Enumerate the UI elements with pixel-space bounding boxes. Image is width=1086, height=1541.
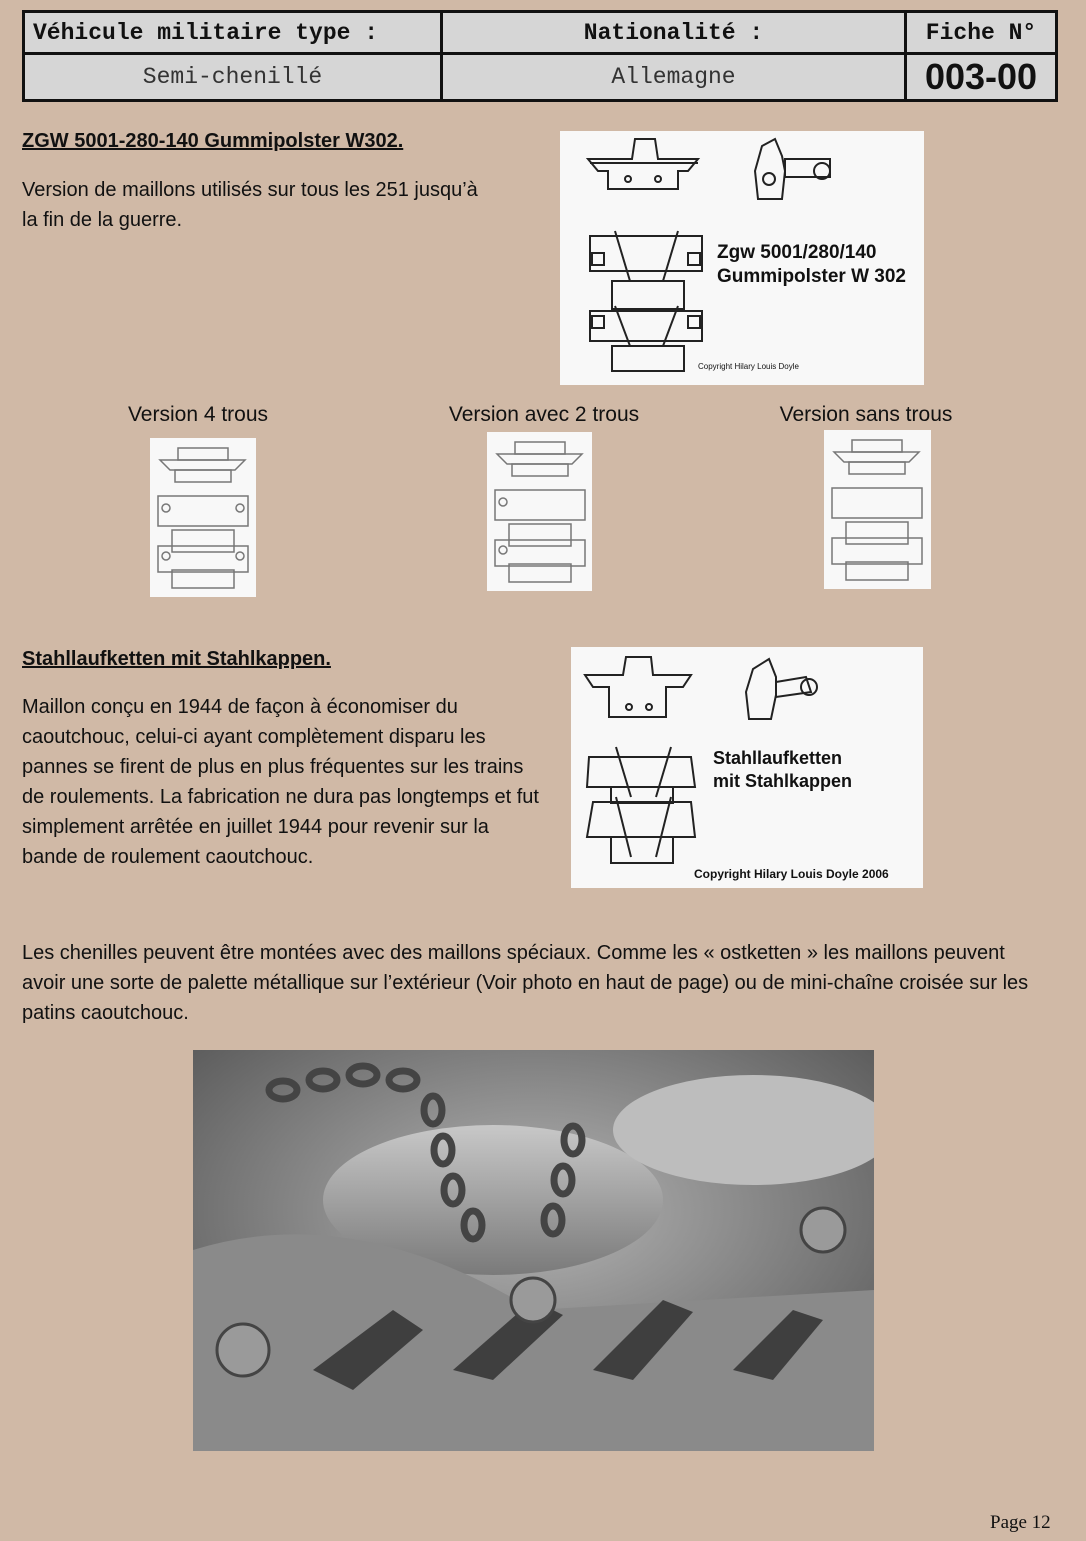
figure1-label-line1: Zgw 5001/280/140 [717, 242, 877, 263]
figure2-copyright: Copyright Hilary Louis Doyle 2006 [694, 867, 889, 881]
version-2-holes-image [487, 432, 592, 591]
gummipolster-figure [560, 131, 924, 385]
section2-heading: Stahllaufketten mit Stahlkappen. [22, 648, 331, 670]
page-number: Page 12 [990, 1512, 1051, 1533]
sheet-label: Fiche N° [904, 13, 1055, 52]
track-photo [193, 1050, 874, 1451]
section2-text: Maillon conçu en 1944 de façon à économiser du caoutchouc, celui-ci ayant complètement disparu les pannes se firent de plus en plus fréquentes sur les trains de roulements. La fabrication ne dura pas longtemps et fut simplement arrêtée en juillet 1944 pour revenir sur la bande de roulement caoutchouc. [22, 696, 539, 868]
nationality-label: Nationalité : [440, 13, 904, 52]
version-4-holes-caption: Version 4 trous [127, 403, 269, 426]
version-no-holes-caption: Version sans trous [779, 403, 953, 426]
version-2-holes-caption: Version avec 2 trous [448, 403, 640, 426]
header-table [22, 10, 1058, 102]
figure1-label-line2: Gummipolster W 302 [717, 266, 906, 287]
stahlkappen-figure [571, 647, 923, 888]
section3-text: Les chenilles peuvent être montées avec des maillons spéciaux. Comme les « ostketten » les maillons peuvent avoir une sorte de palette métallique sur l’extérieur (Voir photo en haut de page) ou de mini-chaîne croisée sur les patins caoutchouc. [22, 942, 1029, 1024]
version-no-holes-image [824, 430, 931, 589]
figure1-copyright: Copyright Hilary Louis Doyle [698, 362, 799, 371]
type-value: Semi-chenillé [25, 52, 440, 99]
section1-heading: ZGW 5001-280-140 Gummipolster W302. [22, 130, 404, 152]
section1-text: Version de maillons utilisés sur tous les 251 jusqu’à la fin de la guerre. [22, 179, 478, 231]
type-label: Véhicule militaire type : [33, 19, 379, 46]
nationality-value: Allemagne [440, 52, 904, 99]
version-4-holes-image [150, 438, 256, 597]
sheet-number: 003-00 [904, 52, 1055, 99]
figure2-label-line1: Stahllaufketten [713, 748, 843, 768]
figure2-label-line2: mit Stahlkappen [713, 771, 853, 791]
